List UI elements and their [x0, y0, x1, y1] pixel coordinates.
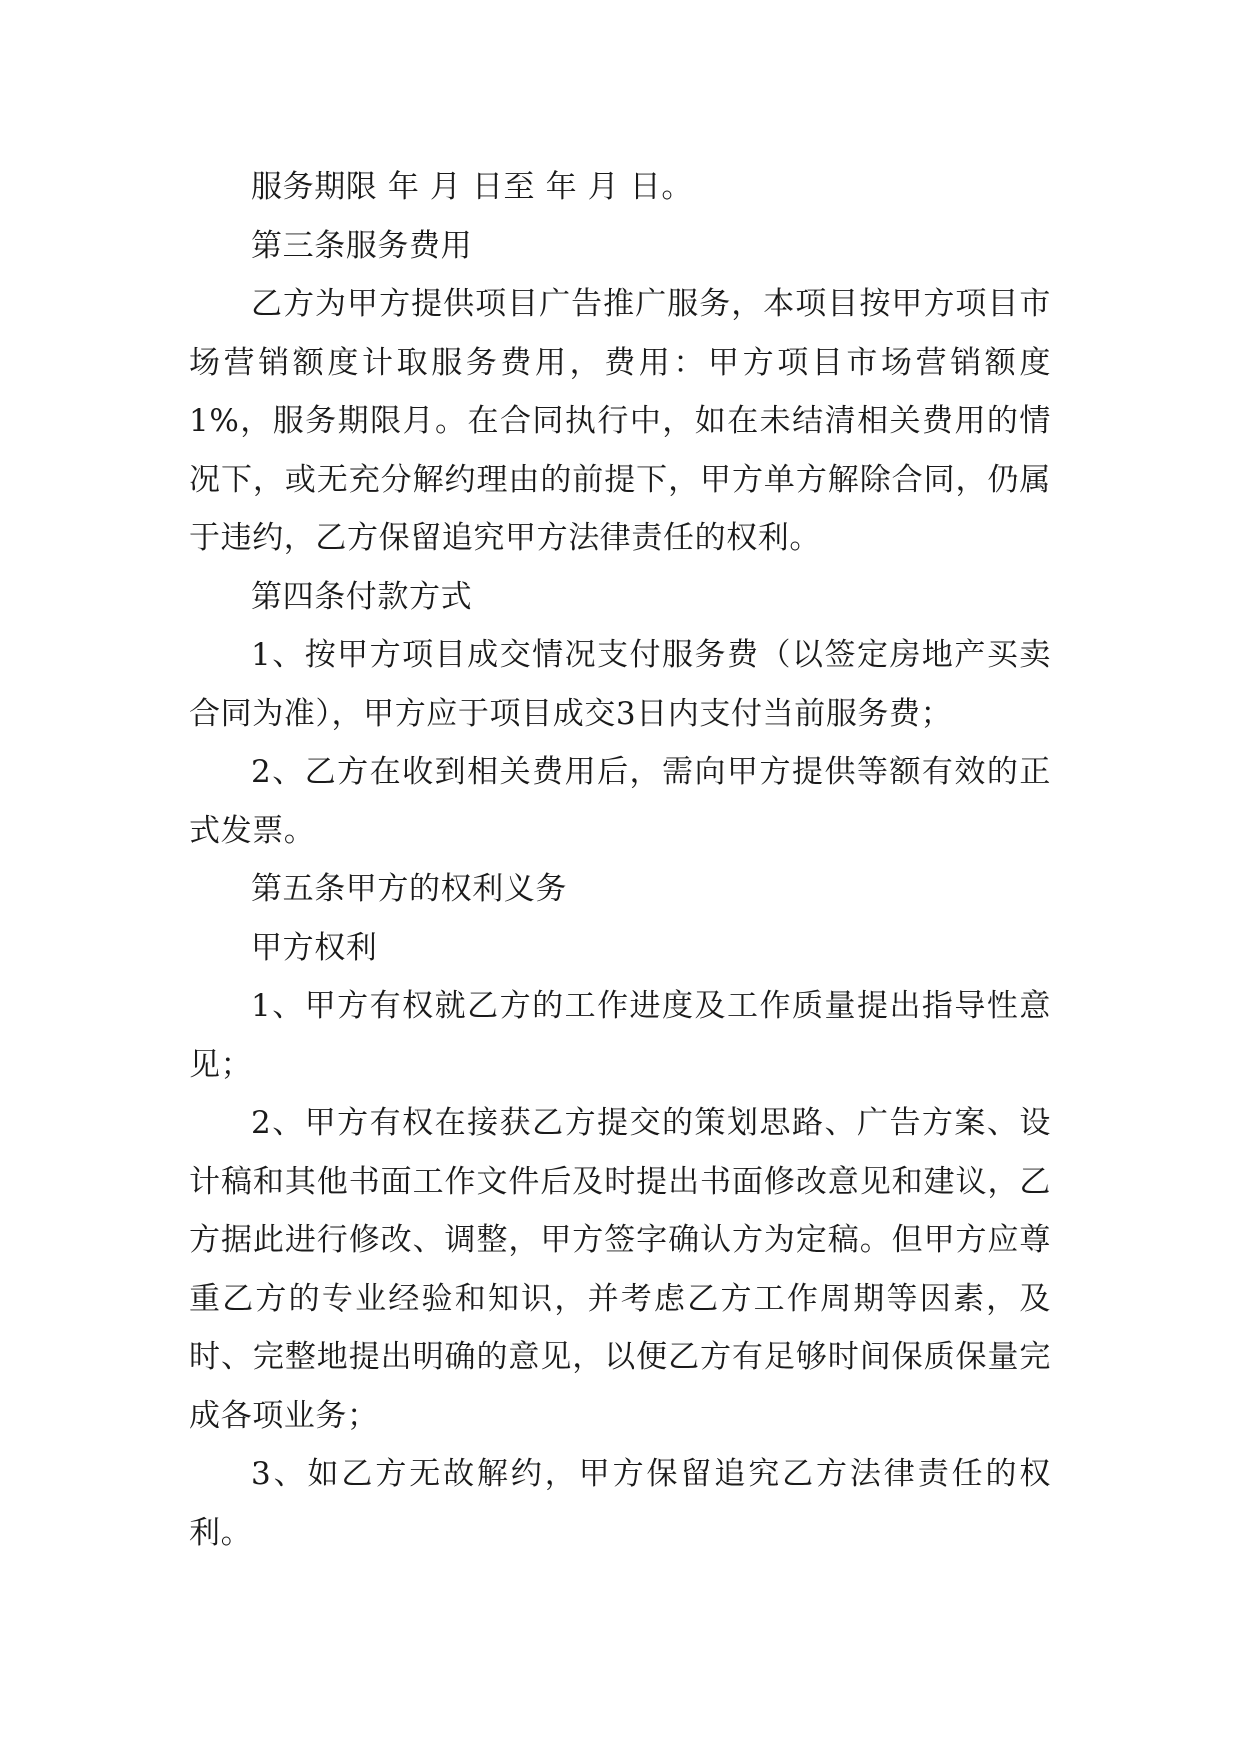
subheading-party-a-rights: 甲方权利 [251, 929, 378, 966]
heading-article-4: 第四条付款方式 [251, 578, 473, 615]
document-body [189, 158, 1051, 1562]
paragraph-service-fees: 乙方为甲方提供项目广告推广服务，本项目按甲方项目市场营销额度计取服务费用，费用：甲方项目市场营销额度1%，服务期限月。在合同执行中，如在未结清相关费用的情况下，或无充分解约理由的前提下，甲方单方解除合同，仍属于违约，乙方保留追究甲方法律责任的权利。 [189, 286, 1051, 556]
paragraph-rights-item-2: 2、甲方有权在接获乙方提交的策划思路、广告方案、设计稿和其他书面工作文件后及时提出书面修改意见和建议，乙方据此进行修改、调整，甲方签字确认方为定稿。但甲方应尊重乙方的专业经验和知识，并考虑乙方工作周期等因素，及时、完整地提出明确的意见，以便乙方有足够时间保质保量完成各项业务； [189, 1105, 1051, 1434]
paragraph-payment-item-1: 1、按甲方项目成交情况支付服务费（以签定房地产买卖合同为准），甲方应于项目成交3日内支付当前服务费； [189, 637, 1051, 732]
heading-article-3: 第三条服务费用 [251, 227, 473, 264]
paragraph-rights-item-3: 3、如乙方无故解约，甲方保留追究乙方法律责任的权利。 [189, 1456, 1051, 1551]
paragraph-rights-item-1: 1、甲方有权就乙方的工作进度及工作质量提出指导性意见； [189, 988, 1051, 1083]
paragraph-service-period: 服务期限 年 月 日至 年 月 日。 [251, 169, 693, 205]
heading-article-5: 第五条甲方的权利义务 [251, 871, 567, 907]
paragraph-payment-item-2: 2、乙方在收到相关费用后，需向甲方提供等额有效的正式发票。 [189, 754, 1051, 849]
